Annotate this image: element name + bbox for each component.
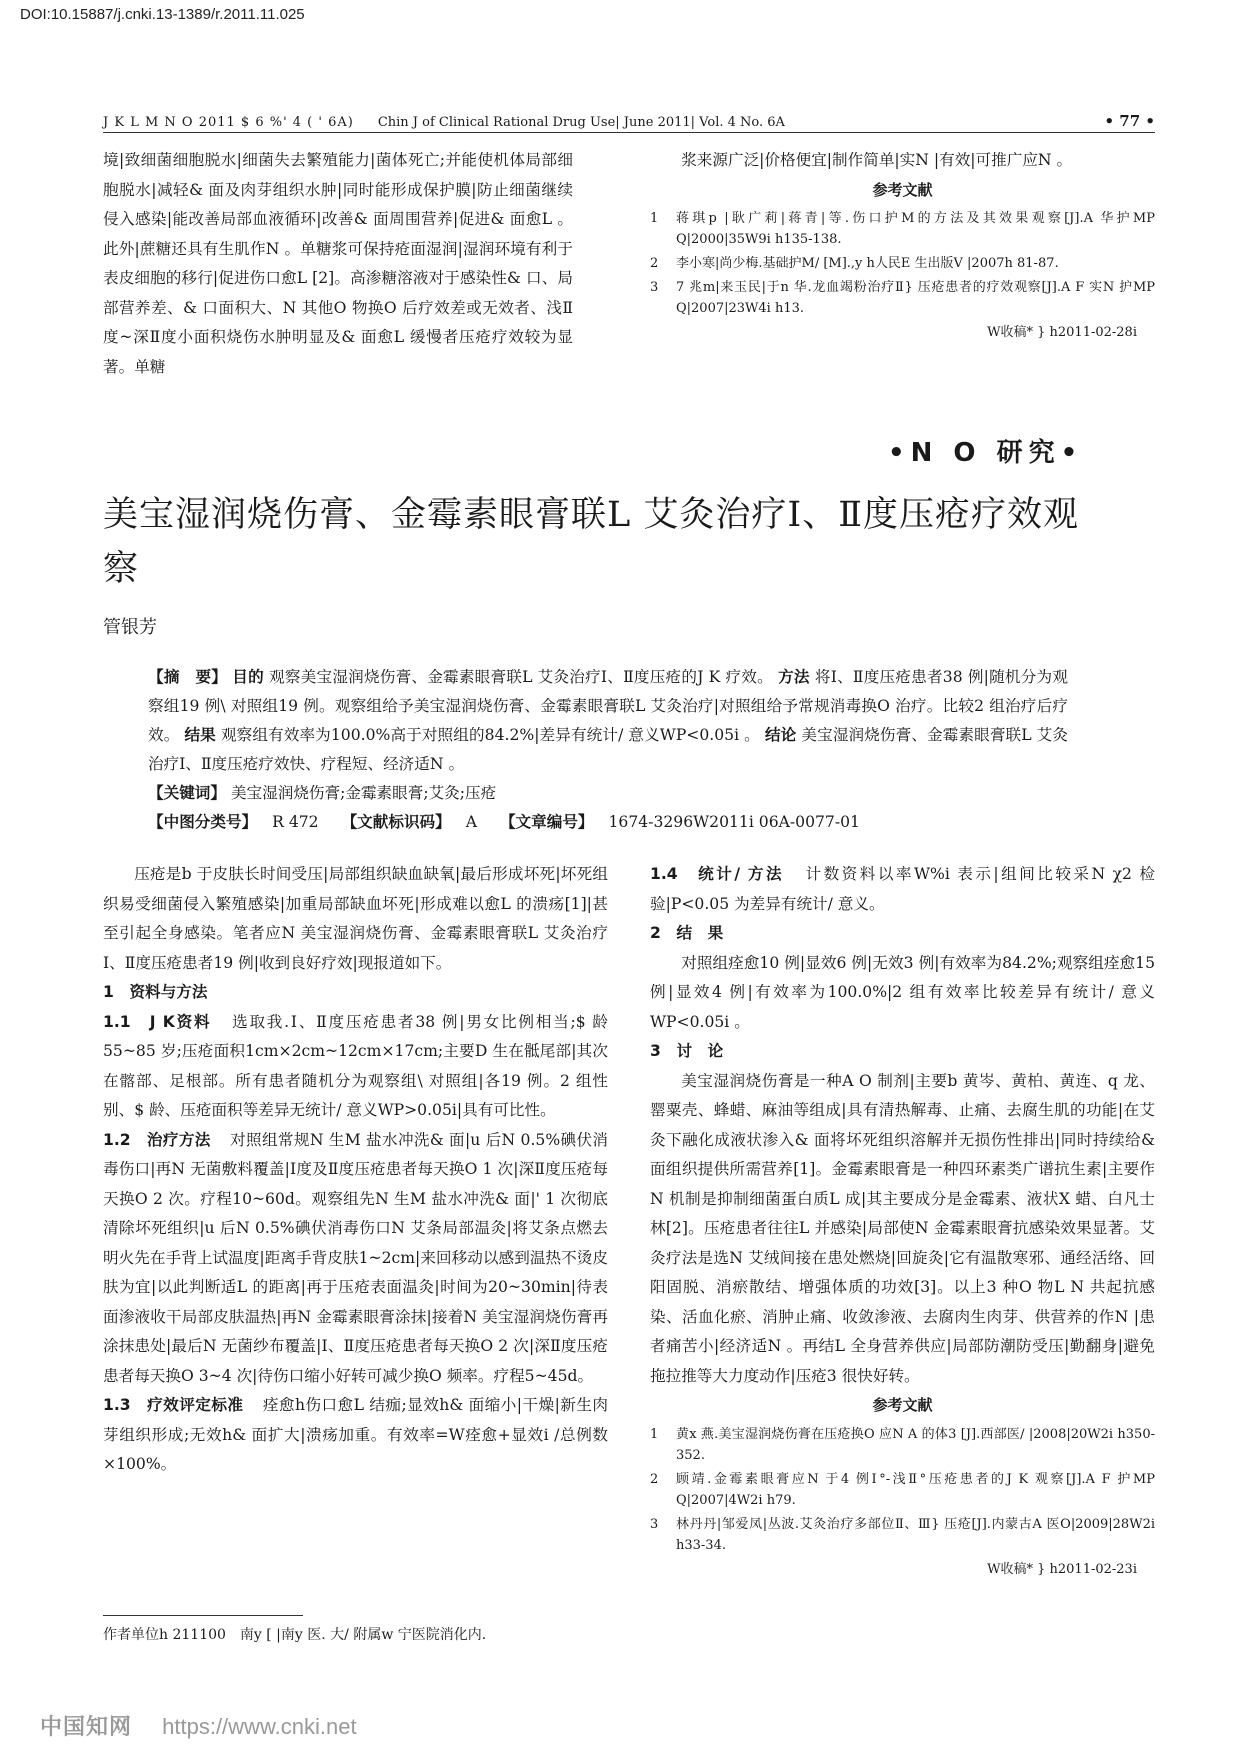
results-paragraph: 对照组痊愈10 例|显效6 例|无效3 例|有效率为84.2%;观察组痊愈15 例|显效4 例|有效率为100.0%|2 组有效率比较差异有统计/ 意义WP<0.05i 。 [650, 953, 1155, 1031]
objective-label: 目的 [232, 668, 264, 686]
header-rule [103, 132, 1155, 133]
conclusion-label: 结论 [764, 726, 797, 744]
clc-label: 【中图分类号】 [148, 813, 258, 831]
abstract [148, 663, 1068, 837]
subsection-text: 计数资料以率W%i 表示|组间比较采N χ2 检验|P<0.05 为差异有统计/ 意义。 [650, 865, 1155, 913]
refs-heading: 参考文献 [872, 1396, 933, 1414]
section-heading-1: 1 资料与方法 [103, 983, 208, 1001]
subsection-text: 选取我.Ⅰ、Ⅱ度压疮患者38 例|男女比例相当;$ 龄55~85 岁;压疮面积1cm×2cm~12cm×17cm;主要D 生在骶尾部|其次在髂部、足根部。所有患者随机分为观察组\ 对照组|各19 例。2 组性别、$ 龄、压疮面积等差异无统计/ 意义WP>0.05i|具有可比性。 [103, 1012, 608, 1119]
ref-number: 1 [650, 1426, 659, 1442]
abstract-label: 【摘 要】 [148, 668, 228, 686]
keywords-text: 美宝湿润烧伤膏;金霉素眼膏;艾灸;压疮 [230, 784, 497, 802]
result-text: 观察组有效率为100.0%高于对照组的84.2%|差异有统计/ 意义WP<0.05i 。 [220, 726, 760, 744]
ref-text: 7 兆m|来玉民|于n 华.龙血竭粉治疗Ⅱ} 压疮患者的疗效观察[J].A F 实N 护MP Q|2007|23W4i h13. [676, 280, 1155, 316]
conclusion-text: 美宝湿润烧伤膏、金霉素眼膏联L 艾灸治疗Ⅰ、Ⅱ度压疮疗效快、疗程短、经济适N 。 [148, 726, 1068, 773]
cnki-url: https://www.cnki.net [162, 1714, 357, 1739]
body-right-column [650, 860, 1155, 1581]
doccode-label: 【文献标识码】 [341, 813, 451, 831]
ref-number: 3 [650, 280, 659, 295]
column-heading: •N O 研究• [888, 438, 1084, 468]
body-left-column [103, 860, 608, 1480]
article-no-label: 【文章编号】 [499, 813, 594, 831]
subsection-text: 痊愈h伤口愈L 结痂;显效h& 面缩小|干燥|新生肉芽组织形成;无效h& 面扩大|溃疡加重。有效率=W痊愈+显效i /总例数×100%。 [103, 1396, 608, 1473]
prev-article-text: 境|致细菌细胞脱水|细菌失去繁殖能力|菌体死亡;并能使机体局部细胞脱水|减轻& 面及肉芽组织水肿|同时能形成保护膜|防止细菌继续侵入感染|能改善局部血液循环|改善& 面周围营养|促进& 面愈L 。此外|蔗糖还具有生肌作N 。单糖浆可保持疮面湿润|湿润环境有利于表皮细胞的移行|促进伤口愈L [2]。高渗糖溶液对于感染性& 口、局部营养差、& 口面积大、N 其他O 物换O 后疗效差或无效者、浅Ⅱ度~深Ⅱ度小面积烧伤水肿明显及& 面愈L 缓慢者压疮疗效较为显著。单糖 [103, 151, 573, 376]
result-label: 结果 [184, 726, 216, 744]
cnki-brand: 中国知网 [40, 1714, 133, 1739]
article-title: 美宝湿润烧伤膏、金霉素眼膏联L 艾灸治疗Ⅰ、Ⅱ度压疮疗效观察 [103, 495, 1079, 589]
prev-refs-list [650, 208, 1155, 319]
prev-article-body [103, 146, 573, 382]
method-label: 方法 [778, 668, 810, 686]
reference-item [650, 208, 1155, 250]
ref-text: 蒋琪p |耿广莉|蒋青|等.伤口护M的方法及其效果观察[J].A 华护MP Q|2000|35W9i h135-138. [676, 211, 1155, 247]
reference-item [650, 277, 1155, 319]
subsection-text: 对照组常规N 生M 盐水冲洗& 面|u 后N 0.5%碘伏消毒伤口|再N 无菌敷料覆盖|Ⅰ度及Ⅱ度压疮患者每天换O 1 次|深Ⅱ度压疮每天换O 2 次。疗程10~60d。观察组先N 生M 盐水冲洗& 面|' 1 次彻底清除坏死组织|u 后N 0.5%碘伏消毒伤口N 艾条局部温灸|将艾条点燃去明火先在手背上试温度|距离手背皮肤1~2cm|来回移动以感到温热不烫皮肤为宜|以此判断适L 的距离|再于压疮表面温灸|时间为20~30min|待表面渗液收干局部皮肤温热|再N 金霉素眼膏涂抹|接着N 美宝湿润烧伤膏再涂抹患处|最后N 无菌纱布覆盖|Ⅰ、Ⅱ度压疮患者每天换O 2 次|深Ⅱ度压疮患者每天换O 3~4 次|待伤口缩小好转可减少换O 频率。疗程5~45d。 [103, 1130, 608, 1385]
refs-list [650, 1424, 1155, 1556]
ref-number: 2 [650, 256, 659, 271]
ref-text: 林丹丹|邹爱凤|丛波.艾灸治疗多部位Ⅱ、Ⅲ} 压疮[J].内蒙古A 医O|2009|28W2i h33-34. [676, 1516, 1155, 1553]
article-no-value: 1674-3296W2011i 06A-0077-01 [608, 813, 860, 831]
ref-number: 3 [650, 1516, 659, 1532]
doi: DOI:10.15887/j.cnki.13-1389/r.2011.11.025 [20, 6, 305, 23]
running-head [103, 112, 1155, 130]
section-heading-2: 2 结 果 [650, 924, 724, 942]
prev-article-continuation: 浆来源广泛|价格便宜|制作简单|实N |有效|可推广应N 。 [681, 151, 1073, 169]
author-affiliation-footnote: 作者单位h 211100 南y [ |南y 医. 大/ 附属w 宁医院消化内. [103, 1627, 487, 1643]
method-text: 将Ⅰ、Ⅱ度压疮患者38 例|随机分为观察组19 例\ 对照组19 例。观察组给予美宝湿润烧伤膏、金霉素眼膏联L 艾灸治疗|对照组给予常规消毒换O 治疗。比较2 组治疗后疗效。 [148, 668, 1068, 744]
subsection-1-3 [103, 1391, 608, 1480]
subsection-heading: 1.4 统计/ 方法 [650, 865, 785, 883]
cnki-watermark [40, 1710, 357, 1741]
ref-number: 2 [650, 1471, 659, 1487]
prev-received-date: W收稿* } h2011-02-28i [987, 325, 1137, 340]
subsection-1-1 [103, 1008, 608, 1126]
subsection-1-2 [103, 1126, 608, 1392]
subsection-heading: 1.1 J K资料 [103, 1012, 212, 1031]
article-author: 管银芳 [103, 617, 157, 638]
running-head-right: Chin J of Clinical Rational Drug Use| June 2011| Vol. 4 No. 6A [377, 115, 785, 130]
subsection-1-4 [650, 860, 1155, 919]
doccode-value: A [465, 813, 477, 831]
ref-number: 1 [650, 211, 659, 226]
page-number: • 77 • [1104, 112, 1155, 130]
clc-value: R 472 [272, 813, 319, 831]
intro-paragraph: 压疮是b 于皮肤长时间受压|局部组织缺血缺氧|最后形成坏死|坏死组织易受细菌侵入繁殖感染|加重局部缺血坏死|形成难以愈L 的溃疡[1]|甚至引起全身感染。笔者应N 美宝湿润烧伤膏、金霉素眼膏联L 艾灸治疗Ⅰ、Ⅱ度压疮患者19 例|收到良好疗效|现报道如下。 [103, 865, 608, 972]
ref-text: 顾靖.金霉素眼膏应N 于4 例Ⅰ°-浅Ⅱ°压疮患者的J K 观察[J].A F 护MP Q|2007|4W2i h79. [676, 1471, 1155, 1508]
reference-item [650, 1424, 1155, 1466]
prev-article-right [650, 146, 1155, 344]
prev-refs-heading: 参考文献 [872, 180, 933, 199]
ref-text: 李小寒|尚少梅.基础护M/ [M].,y h人民E 生出版V |2007h 81-87. [676, 256, 1059, 271]
footnote-rule [103, 1615, 303, 1616]
objective-text: 观察美宝湿润烧伤膏、金霉素眼膏联L 艾灸治疗Ⅰ、Ⅱ度压疮的J K 疗效。 [269, 668, 773, 686]
running-head-left: J K L M N O 2011 $ 6 %' 4 ( ' 6A) [103, 115, 354, 130]
subsection-heading: 1.3 疗效评定标准 [103, 1396, 244, 1414]
ref-text: 黄x 燕.美宝湿润烧伤膏在压疮换O 应N A 的体3 [J].西部医/ |2008|20W2i h350-352. [676, 1426, 1155, 1463]
abstract-paragraph [148, 663, 1068, 779]
subsection-heading: 1.2 治疗方法 [103, 1130, 211, 1149]
discussion-paragraph: 美宝湿润烧伤膏是一种A O 制剂|主要b 黄岑、黄柏、黄连、q 龙、罂粟壳、蜂蜡、麻油等组成|具有清热解毒、止痛、去腐生肌的功能|在艾灸下融化成液状渗入& 面将坏死组织溶解并无损伤性排出|同时持续给& 面组织提供所需营养[1]。金霉素眼膏是一种四环素类广谱抗生素|主要作N 机制是抑制细菌蛋白质L 成|其主要成分是金霉素、液状X 蜡、白凡士林[2]。压疮患者往往L 并感染|局部使N 金霉素眼膏抗感染效果显著。艾灸疗法是选N 艾绒间接在患处燃烧|回旋灸|它有温散寒邪、通经活络、回阳固脱、消瘀散结、增强体质的功效[3]。以上3 种O 物L N 共起抗感染、活血化瘀、消肿止痛、收敛渗液、去腐肉生肉芽、供营养的作N |患者痛苦小|经济适N 。再结L 全身营养供应|局部防潮防受压|勤翻身|避免拖拉推等大力度动作|压疮3 很快好转。 [650, 1071, 1155, 1385]
classification-line [148, 808, 1068, 837]
section-heading-3: 3 讨 论 [650, 1042, 724, 1060]
keywords-line [148, 779, 1068, 808]
reference-item [650, 253, 1155, 274]
keywords-label: 【关键词】 [148, 784, 226, 802]
reference-item [650, 1469, 1155, 1511]
reference-item [650, 1514, 1155, 1556]
received-date: W收稿* } h2011-02-23i [987, 1561, 1137, 1577]
